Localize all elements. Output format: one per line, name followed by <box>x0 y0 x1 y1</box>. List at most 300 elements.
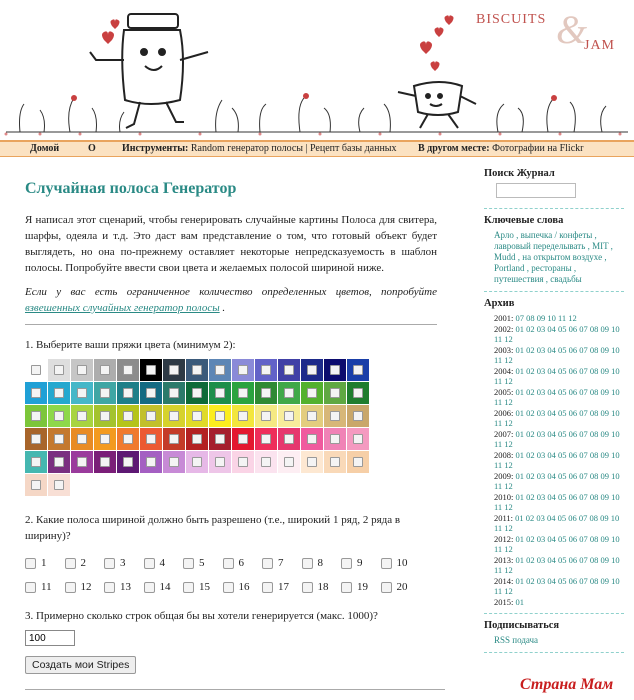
color-checkbox[interactable] <box>261 457 271 467</box>
archive-year-label: 2001: <box>494 313 514 323</box>
color-swatch[interactable] <box>209 359 231 381</box>
color-swatch[interactable] <box>278 359 300 381</box>
color-checkbox[interactable] <box>284 457 294 467</box>
color-swatch[interactable] <box>140 451 162 473</box>
archive-month-links[interactable]: 01 02 03 04 05 06 07 08 09 10 11 12 <box>494 365 620 386</box>
color-checkbox[interactable] <box>77 388 87 398</box>
width-label: 8 <box>317 557 323 569</box>
color-swatch[interactable] <box>48 474 70 496</box>
width-option[interactable] <box>104 580 144 594</box>
width-option[interactable] <box>25 556 65 570</box>
archive-month-links[interactable]: 01 02 03 04 05 06 07 08 09 10 11 12 <box>494 428 620 449</box>
color-swatch[interactable] <box>94 451 116 473</box>
divider <box>25 324 437 325</box>
color-swatch[interactable] <box>163 451 185 473</box>
color-checkbox[interactable] <box>146 388 156 398</box>
archive-year <box>484 429 624 450</box>
color-swatch[interactable] <box>25 359 47 381</box>
color-swatch[interactable] <box>324 359 346 381</box>
color-checkbox[interactable] <box>77 365 87 375</box>
color-swatch[interactable] <box>25 405 47 427</box>
width-label: 15 <box>199 581 210 593</box>
width-checkbox[interactable] <box>262 558 273 569</box>
archive-year-label: 2008: <box>494 449 514 460</box>
color-swatch[interactable] <box>25 382 47 404</box>
archive-year-label: 2014: <box>494 575 514 586</box>
archive-month-links[interactable]: 01 <box>515 596 524 607</box>
nav-elsewhere-label: В другом месте: <box>418 143 490 154</box>
width-checkbox[interactable] <box>223 558 234 569</box>
archive-year <box>484 513 624 534</box>
color-swatch[interactable] <box>140 359 162 381</box>
width-options <box>25 556 437 594</box>
question-colors: 1. Выберите ваши пряжи цвета (минимум 2): <box>25 339 236 351</box>
color-checkbox[interactable] <box>169 434 179 444</box>
color-checkbox[interactable] <box>215 434 225 444</box>
color-checkbox[interactable] <box>54 457 64 467</box>
color-checkbox[interactable] <box>31 388 41 398</box>
color-swatch[interactable] <box>232 359 254 381</box>
color-swatch[interactable] <box>209 405 231 427</box>
search-heading: Поиск Журнал <box>484 168 555 179</box>
color-checkbox[interactable] <box>146 365 156 375</box>
color-checkbox[interactable] <box>330 411 340 421</box>
nav-home-link[interactable]: Домой <box>30 143 60 154</box>
keywords-list[interactable]: Арло , выпечка / конфеты , лавровый переделывать , MIT , Mudd , на открытом воздухе , Portland , рестораны , путешествия , свадьбы <box>494 230 613 284</box>
width-checkbox[interactable] <box>341 582 352 593</box>
color-checkbox[interactable] <box>215 411 225 421</box>
color-swatch[interactable] <box>71 428 93 450</box>
nav-tools-label: Инструменты: <box>122 143 189 154</box>
rows-input[interactable] <box>25 630 75 646</box>
archive-month-links[interactable]: 01 02 03 04 05 06 07 08 09 10 11 12 <box>494 407 620 428</box>
width-option[interactable] <box>262 580 302 594</box>
color-checkbox[interactable] <box>261 365 271 375</box>
width-option[interactable] <box>223 556 263 570</box>
color-checkbox[interactable] <box>238 411 248 421</box>
top-nav <box>0 140 634 157</box>
archive-year <box>484 387 624 408</box>
color-checkbox[interactable] <box>146 411 156 421</box>
archive-month-links[interactable]: 01 02 03 04 05 06 07 08 09 10 11 12 <box>494 533 620 554</box>
color-checkbox[interactable] <box>100 434 110 444</box>
color-swatch[interactable] <box>117 405 139 427</box>
color-swatch[interactable] <box>324 405 346 427</box>
color-checkbox[interactable] <box>307 411 317 421</box>
color-checkbox[interactable] <box>284 388 294 398</box>
width-option[interactable] <box>104 556 144 570</box>
archive-list <box>484 313 624 607</box>
color-swatch[interactable] <box>186 428 208 450</box>
color-checkbox[interactable] <box>100 411 110 421</box>
logo-ampersand: & <box>556 7 589 52</box>
color-checkbox[interactable] <box>77 457 87 467</box>
color-checkbox[interactable] <box>54 388 64 398</box>
color-checkbox[interactable] <box>215 365 225 375</box>
color-checkbox[interactable] <box>353 365 363 375</box>
color-swatch[interactable] <box>209 451 231 473</box>
color-swatch[interactable] <box>117 428 139 450</box>
width-checkbox[interactable] <box>104 558 115 569</box>
width-label: 4 <box>159 557 165 569</box>
color-swatch[interactable] <box>48 359 70 381</box>
color-swatch[interactable] <box>94 405 116 427</box>
width-label: 9 <box>357 557 363 569</box>
width-checkbox[interactable] <box>104 582 115 593</box>
color-swatch[interactable] <box>324 451 346 473</box>
color-checkbox[interactable] <box>238 365 248 375</box>
color-swatch[interactable] <box>48 428 70 450</box>
color-checkbox[interactable] <box>100 457 110 467</box>
color-swatch[interactable] <box>278 382 300 404</box>
archive-year <box>484 492 624 513</box>
color-checkbox[interactable] <box>100 388 110 398</box>
archive-year <box>484 597 624 608</box>
color-checkbox[interactable] <box>169 457 179 467</box>
width-checkbox[interactable] <box>144 582 155 593</box>
color-checkbox[interactable] <box>353 457 363 467</box>
color-checkbox[interactable] <box>54 480 64 490</box>
width-label: 3 <box>120 557 126 569</box>
width-checkbox[interactable] <box>341 558 352 569</box>
archive-year-label: 2013: <box>494 554 514 565</box>
limited-text: Если у вас есть ограниченное количество определенных цветов, попробуйте <box>25 286 437 298</box>
color-swatch[interactable] <box>255 451 277 473</box>
color-checkbox[interactable] <box>353 434 363 444</box>
archive-year <box>484 313 624 324</box>
color-swatch[interactable] <box>324 382 346 404</box>
archive-year-label: 2005: <box>494 386 514 397</box>
width-checkbox[interactable] <box>25 558 36 569</box>
color-swatch[interactable] <box>278 405 300 427</box>
archive-year <box>484 408 624 429</box>
width-checkbox[interactable] <box>144 558 155 569</box>
archive-year <box>484 450 624 471</box>
site-header <box>0 0 634 140</box>
nav-elsewhere <box>418 142 583 156</box>
color-swatch[interactable] <box>186 405 208 427</box>
width-label: 17 <box>278 581 289 593</box>
color-swatch[interactable] <box>347 451 369 473</box>
color-checkbox[interactable] <box>261 388 271 398</box>
color-swatch[interactable] <box>163 382 185 404</box>
logo-line-2: JAM <box>584 38 616 53</box>
color-swatch[interactable] <box>278 428 300 450</box>
color-swatch[interactable] <box>347 405 369 427</box>
archive-year <box>484 471 624 492</box>
nav-tools-links[interactable]: Random генератор полосы | Рецепт базы данных <box>190 143 397 154</box>
color-checkbox[interactable] <box>123 388 133 398</box>
color-swatch[interactable] <box>71 405 93 427</box>
keywords-heading: Ключевые слова <box>484 215 564 226</box>
color-swatch[interactable] <box>186 382 208 404</box>
color-swatch[interactable] <box>301 451 323 473</box>
width-label: 11 <box>41 581 52 593</box>
color-swatch[interactable] <box>347 382 369 404</box>
archive-year-label: 2012: <box>494 533 514 544</box>
color-swatch[interactable] <box>117 382 139 404</box>
color-checkbox[interactable] <box>192 365 202 375</box>
color-swatch[interactable] <box>163 359 185 381</box>
width-label: 5 <box>199 557 205 569</box>
width-label: 10 <box>396 557 408 569</box>
color-checkbox[interactable] <box>192 411 202 421</box>
width-option[interactable] <box>341 580 381 594</box>
width-label: 12 <box>80 581 92 593</box>
color-checkbox[interactable] <box>353 411 363 421</box>
archive-year <box>484 366 624 387</box>
color-checkbox[interactable] <box>100 365 110 375</box>
archive-year <box>484 324 624 345</box>
archive-month-links[interactable]: 01 02 03 04 05 06 07 08 09 10 11 12 <box>494 575 620 596</box>
color-swatch[interactable] <box>232 382 254 404</box>
color-checkbox[interactable] <box>31 457 41 467</box>
color-checkbox[interactable] <box>238 434 248 444</box>
width-checkbox[interactable] <box>381 582 392 593</box>
color-swatch[interactable] <box>301 428 323 450</box>
archive-month-links[interactable]: 01 02 03 04 05 06 07 08 09 10 11 12 <box>494 449 620 470</box>
archive-year-label: 2007: <box>494 428 514 439</box>
color-swatch[interactable] <box>324 428 346 450</box>
color-swatch[interactable] <box>71 451 93 473</box>
question-widths: 2. Какие полоса шириной должно быть разрешено (т.е., широкий 1 ряд, 2 ряда в ширину)? <box>25 514 401 542</box>
color-swatch[interactable] <box>232 428 254 450</box>
color-checkbox[interactable] <box>31 365 41 375</box>
watermark: Страна Мам <box>520 676 614 693</box>
width-option[interactable] <box>223 580 263 594</box>
limited-colors-paragraph <box>25 284 437 316</box>
color-swatch[interactable] <box>94 359 116 381</box>
width-checkbox[interactable] <box>302 582 313 593</box>
color-checkbox[interactable] <box>169 388 179 398</box>
archive-month-links[interactable]: 01 02 03 04 05 06 07 08 09 10 11 12 <box>494 323 620 344</box>
archive-month-links[interactable]: 07 08 09 10 11 12 <box>515 313 577 323</box>
archive-year-label: 2011: <box>494 512 514 523</box>
archive-heading: Архив <box>484 298 515 309</box>
color-checkbox[interactable] <box>31 411 41 421</box>
weighted-generator-link[interactable]: взвешенных случайных генератор полосы <box>25 302 220 314</box>
main-content <box>25 180 437 674</box>
width-checkbox[interactable] <box>262 582 273 593</box>
color-checkbox[interactable] <box>169 411 179 421</box>
color-swatch[interactable] <box>94 382 116 404</box>
archive-year-label: 2002: <box>494 323 514 334</box>
width-label: 6 <box>238 557 244 569</box>
color-checkbox[interactable] <box>330 457 340 467</box>
color-checkbox[interactable] <box>307 434 317 444</box>
width-option[interactable] <box>183 580 223 594</box>
question-rows: 3. Примерно сколько строк общая бы вы хотели генерируется (макс. 1000)? <box>25 610 378 622</box>
width-label: 1 <box>41 557 47 569</box>
color-swatch[interactable] <box>117 359 139 381</box>
color-checkbox[interactable] <box>146 434 156 444</box>
color-swatch[interactable] <box>278 451 300 473</box>
color-checkbox[interactable] <box>238 388 248 398</box>
sidebar-divider <box>484 613 624 614</box>
archive-year <box>484 534 624 555</box>
color-checkbox[interactable] <box>77 411 87 421</box>
sidebar-divider <box>484 208 624 209</box>
archive-month-links[interactable]: 01 02 03 04 05 06 07 08 09 10 11 12 <box>494 470 620 491</box>
color-swatch[interactable] <box>255 359 277 381</box>
color-swatch[interactable] <box>25 474 47 496</box>
width-checkbox[interactable] <box>302 558 313 569</box>
color-swatch[interactable] <box>209 382 231 404</box>
color-checkbox[interactable] <box>31 480 41 490</box>
color-swatch[interactable] <box>255 405 277 427</box>
width-checkbox[interactable] <box>183 558 194 569</box>
color-checkbox[interactable] <box>330 434 340 444</box>
archive-year <box>484 345 624 366</box>
page-title: Случайная полоса Генератор <box>25 180 237 197</box>
color-checkbox[interactable] <box>54 434 64 444</box>
width-option[interactable] <box>381 556 421 570</box>
color-checkbox[interactable] <box>284 434 294 444</box>
color-swatch[interactable] <box>48 451 70 473</box>
width-option[interactable] <box>302 580 342 594</box>
color-checkbox[interactable] <box>238 457 248 467</box>
color-checkbox[interactable] <box>123 365 133 375</box>
width-label: 2 <box>80 557 86 569</box>
width-checkbox[interactable] <box>183 582 194 593</box>
width-option[interactable] <box>25 580 65 594</box>
color-palette <box>25 359 375 496</box>
width-checkbox[interactable] <box>381 558 392 569</box>
width-option[interactable] <box>65 556 105 570</box>
width-option[interactable] <box>381 580 421 594</box>
color-checkbox[interactable] <box>123 434 133 444</box>
color-swatch[interactable] <box>186 451 208 473</box>
color-checkbox[interactable] <box>123 411 133 421</box>
width-option[interactable] <box>341 556 381 570</box>
color-checkbox[interactable] <box>54 411 64 421</box>
width-label: 20 <box>396 581 408 593</box>
width-label: 13 <box>120 581 131 593</box>
width-option[interactable] <box>144 556 184 570</box>
color-swatch[interactable] <box>255 382 277 404</box>
rss-link[interactable]: RSS подача <box>494 635 539 645</box>
color-swatch[interactable] <box>186 359 208 381</box>
color-checkbox[interactable] <box>54 365 64 375</box>
nav-about-link[interactable]: О <box>88 143 96 154</box>
color-swatch[interactable] <box>140 428 162 450</box>
color-swatch[interactable] <box>347 428 369 450</box>
nav-tools <box>122 142 397 156</box>
intro-paragraph: Я написал этот сценарий, чтобы генерировать случайные картины Полоса для свитера, шарфы, одеяла и т.д. Это даст вам представление о том, что готовый объект будет выглядеть, но она по-прежнему оставляет некоторые непредсказуемость в шаблон полосы. Попробуйте ввести свои цвета и желаемых полосой шириной ниже. <box>25 214 437 274</box>
color-checkbox[interactable] <box>77 434 87 444</box>
color-checkbox[interactable] <box>192 457 202 467</box>
width-option[interactable] <box>144 580 184 594</box>
color-swatch[interactable] <box>140 405 162 427</box>
width-option[interactable] <box>302 556 342 570</box>
color-checkbox[interactable] <box>261 434 271 444</box>
color-checkbox[interactable] <box>330 365 340 375</box>
archive-month-links[interactable]: 01 02 03 04 05 06 07 08 09 10 11 12 <box>494 344 620 365</box>
generate-stripes-button[interactable]: Создать мои Stripes <box>25 656 136 674</box>
color-swatch[interactable] <box>71 359 93 381</box>
width-label: 19 <box>357 581 368 593</box>
color-swatch[interactable] <box>117 451 139 473</box>
color-checkbox[interactable] <box>353 388 363 398</box>
search-input[interactable] <box>496 183 576 198</box>
color-swatch[interactable] <box>25 451 47 473</box>
color-checkbox[interactable] <box>284 365 294 375</box>
width-label: 16 <box>238 581 250 593</box>
color-checkbox[interactable] <box>307 365 317 375</box>
archive-year-label: 2009: <box>494 470 514 481</box>
archive-month-links[interactable]: 01 02 03 04 05 06 07 08 09 10 11 12 <box>494 554 620 575</box>
archive-year-label: 2004: <box>494 365 514 376</box>
archive-year-label: 2003: <box>494 344 514 355</box>
archive-month-links[interactable]: 01 02 03 04 05 06 07 08 09 10 11 12 <box>494 386 620 407</box>
color-checkbox[interactable] <box>215 388 225 398</box>
nav-flickr-link[interactable]: Фотографии на Flickr <box>492 143 584 154</box>
width-label: 18 <box>317 581 329 593</box>
color-checkbox[interactable] <box>31 434 41 444</box>
color-checkbox[interactable] <box>284 411 294 421</box>
color-checkbox[interactable] <box>307 388 317 398</box>
archive-month-links[interactable]: 01 02 03 04 05 06 07 08 09 10 11 12 <box>494 491 620 512</box>
color-checkbox[interactable] <box>123 457 133 467</box>
width-checkbox[interactable] <box>223 582 234 593</box>
bottom-divider <box>25 689 445 690</box>
width-option[interactable] <box>183 556 223 570</box>
color-swatch[interactable] <box>301 359 323 381</box>
color-swatch[interactable] <box>232 451 254 473</box>
width-label: 7 <box>278 557 284 569</box>
color-swatch[interactable] <box>232 405 254 427</box>
width-label: 14 <box>159 581 171 593</box>
color-swatch[interactable] <box>71 382 93 404</box>
color-checkbox[interactable] <box>192 434 202 444</box>
sidebar-divider <box>484 652 624 653</box>
subscribe-heading: Подписываться <box>484 620 560 631</box>
color-swatch[interactable] <box>94 428 116 450</box>
archive-year-label: 2006: <box>494 407 514 418</box>
width-option[interactable] <box>262 556 302 570</box>
color-swatch[interactable] <box>163 405 185 427</box>
color-checkbox[interactable] <box>261 411 271 421</box>
width-option[interactable] <box>65 580 105 594</box>
width-checkbox[interactable] <box>25 582 36 593</box>
width-checkbox[interactable] <box>65 582 76 593</box>
archive-year-label: 2010: <box>494 491 514 502</box>
color-checkbox[interactable] <box>169 365 179 375</box>
archive-year <box>484 555 624 576</box>
sidebar <box>484 168 624 659</box>
archive-year-label: 2015: <box>494 596 514 607</box>
color-swatch[interactable] <box>301 405 323 427</box>
color-swatch[interactable] <box>347 359 369 381</box>
color-swatch[interactable] <box>255 428 277 450</box>
color-swatch[interactable] <box>48 405 70 427</box>
color-swatch[interactable] <box>25 428 47 450</box>
color-checkbox[interactable] <box>330 388 340 398</box>
sidebar-divider <box>484 291 624 292</box>
logo-line-1: BISCUITS <box>476 12 547 27</box>
color-checkbox[interactable] <box>307 457 317 467</box>
width-checkbox[interactable] <box>65 558 76 569</box>
archive-month-links[interactable]: 01 02 03 04 05 06 07 08 09 10 11 12 <box>494 512 620 533</box>
color-checkbox[interactable] <box>146 457 156 467</box>
color-swatch[interactable] <box>163 428 185 450</box>
color-swatch[interactable] <box>301 382 323 404</box>
color-swatch[interactable] <box>140 382 162 404</box>
color-swatch[interactable] <box>48 382 70 404</box>
color-swatch[interactable] <box>209 428 231 450</box>
color-checkbox[interactable] <box>215 457 225 467</box>
color-checkbox[interactable] <box>192 388 202 398</box>
